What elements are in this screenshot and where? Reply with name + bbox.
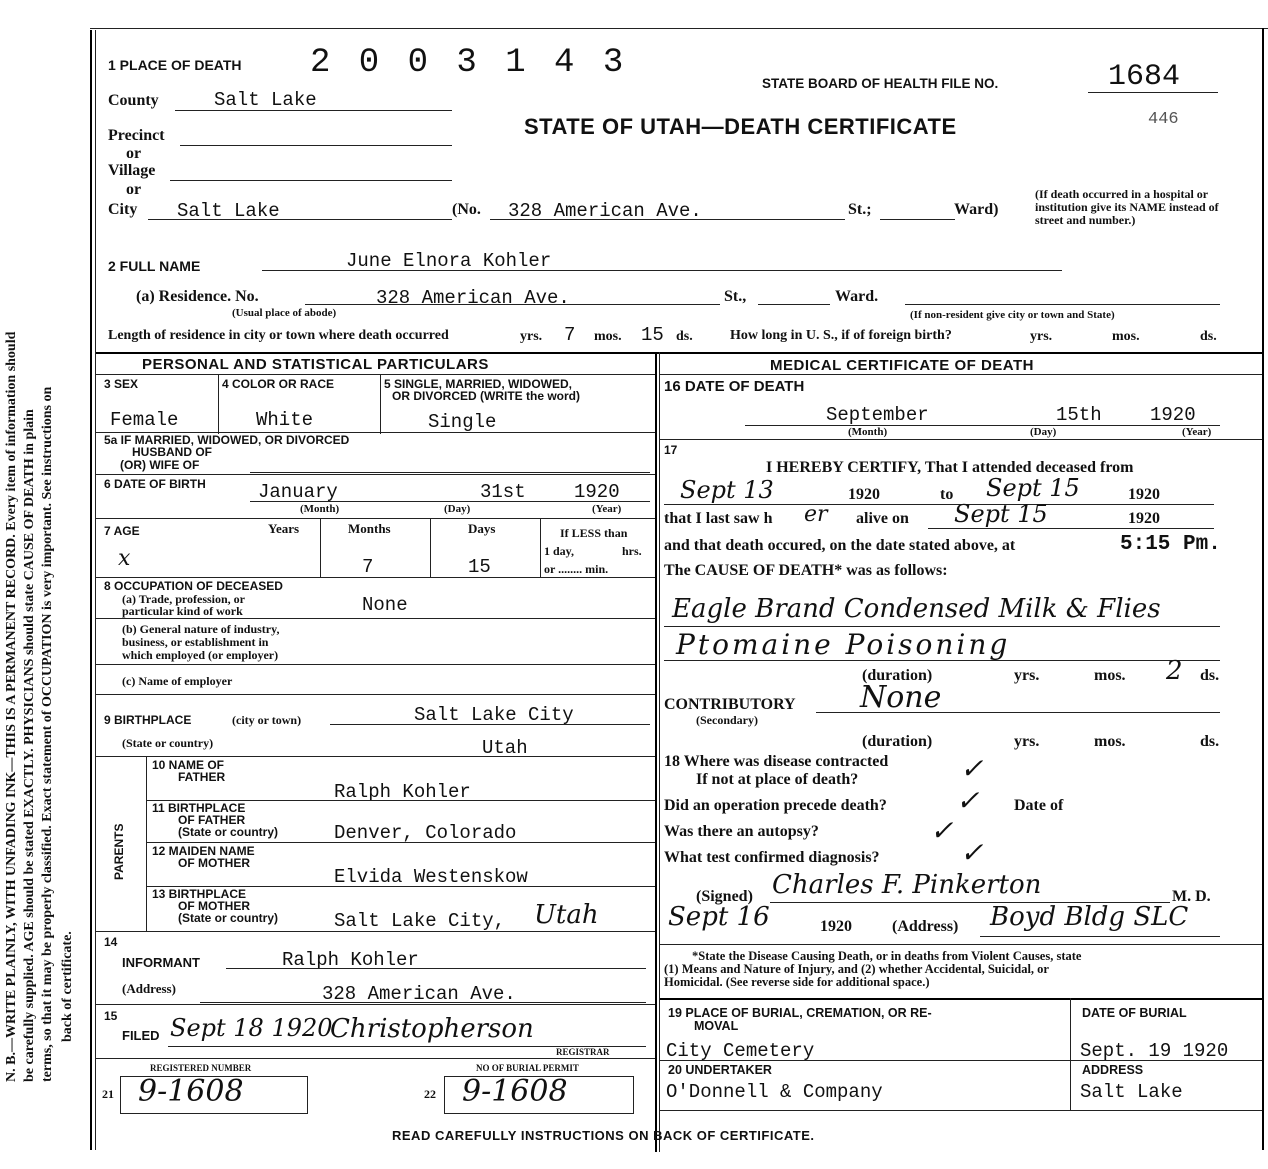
occ-b2: business, or establishment in (122, 635, 269, 649)
cause-rule-1 (664, 626, 1220, 627)
alive-on-year: 1920 (1128, 510, 1160, 527)
row16-line (660, 439, 1262, 440)
row13-line (96, 931, 655, 932)
burial-label-1: 19 PLACE OF BURIAL, CREMATION, OR RE- (668, 1006, 932, 1020)
length-residence-label: Length of residence in city or town where death occurred (108, 328, 449, 343)
file-no-line (1088, 92, 1218, 93)
street-no-label: (No. (452, 201, 481, 218)
color-value: White (256, 409, 314, 431)
father-bp-1: 11 BIRTHPLACE (152, 801, 246, 815)
informant-label: INFORMANT (122, 955, 200, 970)
footnote-2: (1) Means and Nature of Injury, and (2) whether Accidental, Suicidal, or (664, 962, 1049, 976)
attended-from: Sept 13 (680, 476, 774, 504)
duration-yrs-2: yrs. (1014, 733, 1040, 750)
burial-date-label: DATE OF BURIAL (1082, 1006, 1187, 1020)
residence-ward-line (758, 304, 830, 305)
foreign-ds: ds. (1200, 329, 1217, 344)
physician-address: Boyd Bldg SLC (990, 902, 1189, 932)
occ-b1: (b) General nature of industry, (122, 622, 280, 636)
filed-hand: Sept 18 1920 (170, 1014, 333, 1042)
signed-date: Sept 16 (668, 902, 770, 932)
hrs-label: hrs. (622, 544, 642, 558)
age-years-value: x (118, 546, 131, 571)
st-label: St.; (848, 201, 872, 218)
test-check: ✓ (960, 836, 984, 869)
foreign-yrs: yrs. (1030, 329, 1053, 344)
mother-name: Elvida Westenskow (334, 866, 528, 888)
file-no-label: STATE BOARD OF HEALTH FILE NO. (762, 76, 999, 91)
birthplace-label: 9 BIRTHPLACE (104, 713, 192, 727)
reg-prefix: 21 (102, 1087, 114, 1101)
occ-c-line (96, 694, 655, 695)
nonresident-caption: (If non-resident give city or town and State) (910, 309, 1115, 321)
cause-label: The CAUSE OF DEATH* was as follows: (664, 562, 948, 579)
precinct-label: Precinct (108, 127, 165, 144)
street-line (490, 219, 845, 220)
mother-bp-2: OF MOTHER (178, 899, 250, 913)
one-day-label: 1 day, (544, 544, 575, 558)
reg-no-label: REGISTERED NUMBER (150, 1063, 252, 1073)
city-value: Salt Lake (177, 200, 280, 222)
usual-place-caption: (Usual place of abode) (232, 307, 337, 319)
row7-line (96, 577, 655, 578)
signed-label: (Signed) (696, 888, 753, 905)
filed-num: 15 (104, 1009, 118, 1023)
age-div-2 (430, 518, 431, 578)
side-note-line-4: back of certificate. (60, 931, 75, 1042)
permit-value: 9-1608 (462, 1074, 568, 1109)
physician-signature: Charles F. Pinkerton (772, 870, 1042, 900)
hospital-note: (If death occurred in a hospital or institution give its NAME instead of street and number.) (1035, 187, 1219, 227)
county-value: Salt Lake (214, 89, 317, 111)
outer-left-border (90, 30, 92, 1150)
length-yrs-value: 7 (564, 324, 576, 346)
alive-line (928, 528, 1214, 529)
footnote-1: *State the Disease Causing Death, or in deaths from Violent Causes, state (692, 949, 1082, 963)
father-bp-3: (State or country) (178, 825, 279, 839)
section-top-line (96, 352, 1262, 354)
mother-bp-1: 13 BIRTHPLACE (152, 887, 247, 901)
undertaker-address-label: ADDRESS (1082, 1063, 1144, 1077)
alive-on-text: alive on (856, 510, 909, 527)
stamp-number: 2 0 0 3 1 4 3 (310, 44, 628, 82)
permit-label: NO OF BURIAL PERMIT (476, 1063, 579, 1073)
signed-year: 1920 (820, 918, 852, 935)
ward-label: Ward) (954, 201, 999, 218)
personal-heading-line (96, 374, 655, 375)
death-time: 5:15 Pm. (1120, 533, 1221, 556)
father-label-2: FATHER (178, 770, 226, 784)
duration-label-2: (duration) (862, 733, 933, 750)
death-month: September (826, 404, 929, 426)
color-divider (380, 374, 381, 434)
residence-label: (a) Residence. No. (136, 288, 259, 305)
mother-label-2: OF MOTHER (178, 856, 250, 870)
residence-ward: Ward. (835, 288, 879, 305)
length-mos-value: 15 (641, 324, 664, 346)
foreign-label: How long in U. S., if of foreign birth? (730, 328, 952, 343)
death-month-cap: (Month) (848, 426, 888, 438)
undertaker-line (660, 1110, 1262, 1111)
informant-address-line (200, 1002, 646, 1003)
occ-c: (c) Name of employer (122, 674, 233, 688)
father-birthplace: Denver, Colorado (334, 822, 517, 844)
occ-b3: which employed (or employer) (122, 648, 279, 662)
test-text: What test confirmed diagnosis? (664, 849, 880, 866)
occ-a1: (a) Trade, profession, or (122, 592, 245, 606)
duration-yrs-1: yrs. (1014, 667, 1040, 684)
spouse-label-1: 5a IF MARRIED, WIDOWED, OR DIVORCED (104, 433, 350, 447)
burial-divider (1070, 998, 1071, 1110)
marital-value: Single (428, 411, 497, 433)
row5a-line (96, 474, 655, 475)
death-date-line (745, 425, 1220, 426)
death-day-cap: (Day) (1030, 426, 1057, 438)
undertaker-address: Salt Lake (1080, 1081, 1183, 1103)
city-line (148, 219, 452, 220)
attended-from-year: 1920 (848, 486, 880, 503)
residence-st: St., (724, 288, 747, 305)
middle-divider-2 (659, 352, 660, 1152)
contributory-label: CONTRIBUTORY (664, 696, 796, 713)
age-div-1 (320, 518, 321, 578)
to-label: to (940, 486, 954, 503)
informant-address: 328 American Ave. (322, 983, 516, 1005)
dob-year: 1920 (574, 481, 620, 503)
duration-mos-1: mos. (1094, 667, 1126, 684)
certify-text: I HEREBY CERTIFY, That I attended deceased from (766, 459, 1134, 476)
informant-line (226, 968, 646, 969)
row9-line (96, 756, 655, 757)
birthplace-line (330, 724, 650, 725)
city-label: City (108, 201, 138, 218)
undertaker-name: O'Donnell & Company (666, 1081, 883, 1103)
footer-instructions: READ CAREFULLY INSTRUCTIONS ON BACK OF CERTIFICATE. (392, 1128, 815, 1143)
street-value: 328 American Ave. (508, 200, 702, 222)
dob-year-cap: (Year) (592, 503, 622, 515)
operation-text: Did an operation precede death? (664, 797, 887, 814)
right-border (1262, 28, 1264, 1150)
occupation-value: None (362, 594, 408, 616)
q18-check: ✓ (960, 752, 984, 785)
file-number: 1684 (1108, 60, 1181, 94)
length-ds-label: ds. (676, 329, 693, 344)
sex-label: 3 SEX (104, 377, 139, 391)
last-saw-hand: er (804, 502, 828, 527)
date-of-death-label: 16 DATE OF DEATH (664, 378, 805, 395)
mother-bp-3: (State or country) (178, 911, 279, 925)
or-label-1: or (126, 145, 142, 162)
filed-label: FILED (122, 1028, 160, 1043)
physician-address-label: (Address) (892, 918, 959, 935)
age-years-label: Years (268, 521, 300, 536)
ward-line (880, 219, 955, 220)
occ-a-line (96, 618, 655, 619)
sex-divider (218, 374, 219, 434)
father-bp-2: OF FATHER (178, 813, 246, 827)
age-label: 7 AGE (104, 524, 140, 538)
village-line (170, 180, 452, 181)
residence-value: 328 American Ave. (376, 287, 570, 309)
occ-b-line (96, 664, 655, 665)
less-than-label: If LESS than (560, 526, 628, 540)
physician-address-line (980, 936, 1220, 937)
father-label-1: 10 NAME OF (152, 758, 225, 772)
mother-birthplace: Salt Lake City, (334, 910, 506, 932)
father-bp-line (146, 842, 655, 843)
autopsy-text: Was there an autopsy? (664, 823, 819, 840)
mother-label-1: 12 MAIDEN NAME (152, 844, 255, 858)
death-occured-text: and that death occured, on the date stated above, at (664, 537, 1016, 554)
registrar-label: REGISTRAR (556, 1047, 610, 1057)
contributory-value: None (860, 680, 942, 715)
permit-prefix: 22 (424, 1087, 436, 1101)
medical-heading-line (660, 374, 1262, 375)
dob-line (250, 501, 650, 502)
md-label: M. D. (1172, 888, 1211, 905)
alive-on-hand: Sept 15 (954, 500, 1048, 528)
place-of-death-label: 1 PLACE OF DEATH (108, 57, 242, 73)
age-days-value: 15 (468, 556, 491, 578)
cause-line-1: Eagle Brand Condensed Milk & Flies (672, 594, 1161, 624)
village-label: Village (108, 162, 156, 179)
duration-label-1: (duration) (862, 667, 933, 684)
age-days-label: Days (468, 521, 496, 536)
side-note-line-3: terms, so that it may be properly classified. Exact statement of OCCUPATION is very important. See instructions on (40, 386, 55, 1082)
attended-line (664, 504, 1214, 505)
side-note-line-1: N. B.—WRITE PLAINLY, WITH UNFADING INK—THIS IS A PERMANENT RECORD. Every item of information should (4, 331, 19, 1082)
occupation-label: 8 OCCUPATION OF DECEASED (104, 579, 283, 593)
duration-ds-1: ds. (1200, 667, 1220, 684)
length-mos-label: mos. (594, 329, 622, 344)
dob-month-cap: (Month) (300, 503, 340, 515)
q18-line-b: If not at place of death? (696, 771, 859, 788)
item17-num: 17 (664, 443, 678, 457)
informant-address-label: (Address) (122, 981, 176, 996)
burial-date: Sept. 19 1920 (1080, 1040, 1229, 1062)
full-name-line (262, 270, 1062, 271)
undertaker-label: 20 UNDERTAKER (668, 1063, 772, 1077)
attended-to-year: 1920 (1128, 486, 1160, 503)
certificate-title: STATE OF UTAH—DEATH CERTIFICATE (524, 114, 957, 139)
dob-day-cap: (Day) (444, 503, 471, 515)
county-label: County (108, 92, 159, 109)
cause-rule-2 (664, 660, 1220, 661)
parents-divider (146, 756, 147, 931)
father-name: Ralph Kohler (334, 781, 471, 803)
middle-divider (655, 352, 657, 1152)
spouse-line (250, 472, 650, 473)
operation-check: ✓ (956, 784, 980, 817)
signed-line (660, 944, 1262, 945)
spouse-label-2: HUSBAND OF (132, 445, 212, 459)
age-months-label: Months (348, 521, 391, 536)
burial-place: City Cemetery (666, 1040, 815, 1062)
residence-line (305, 304, 720, 305)
full-name-label: 2 FULL NAME (108, 258, 201, 274)
or-min-label: or ........ min. (544, 562, 609, 576)
birthplace-city: Salt Lake City (414, 704, 574, 726)
burial-line (660, 1060, 1262, 1061)
age-div-3 (540, 518, 541, 578)
cause-line-2: Ptomaine Poisoning (676, 628, 1011, 661)
precinct-line (180, 145, 452, 146)
age-months-value: 7 (362, 556, 374, 578)
dob-day: 31st (480, 481, 526, 503)
marital-label: 5 SINGLE, MARRIED, WIDOWED, (384, 377, 573, 391)
contributory-line (816, 712, 1220, 713)
row15-line (96, 1058, 655, 1059)
length-yrs-label: yrs. (520, 329, 543, 344)
death-day: 15th (1056, 404, 1102, 426)
row6-line (96, 518, 655, 519)
registrar-hand: Christopherson (330, 1014, 534, 1044)
side-note-line-2: be carefully supplied. AGE should be stated EXACTLY. PHYSICIANS should state CAUSE OF DEATH in plain (22, 409, 37, 1082)
foreign-mos: mos. (1112, 329, 1140, 344)
death-year: 1920 (1150, 404, 1196, 426)
secondary-caption: (Secondary) (696, 713, 758, 727)
reg-no-value: 9-1608 (138, 1074, 244, 1109)
birthplace-state: Utah (482, 737, 528, 759)
sex-value: Female (110, 409, 179, 431)
parents-label: PARENTS (112, 823, 126, 880)
or-label-2: or (126, 181, 142, 198)
marital-label-2: OR DIVORCED (WRITE the word) (392, 389, 580, 403)
last-saw-text: that I last saw h (664, 510, 773, 527)
extra-number: 446 (1148, 110, 1179, 129)
row14-line (96, 1004, 655, 1005)
state-country-caption: (State or country) (122, 736, 214, 750)
burial-label-2: MOVAL (694, 1019, 739, 1033)
medical-heading: MEDICAL CERTIFICATE OF DEATH (770, 357, 1034, 374)
autopsy-check: ✓ (930, 814, 954, 847)
city-or-town-caption: (city or town) (232, 713, 302, 727)
dob-label: 6 DATE OF BIRTH (104, 477, 206, 491)
footnote-3: Homicidal. (See reverse side for additional space.) (664, 975, 930, 989)
outer-left-border-2 (95, 30, 96, 1150)
date-of-text: Date of (1014, 797, 1064, 814)
county-line (175, 110, 452, 111)
informant-num: 14 (104, 935, 118, 949)
death-year-cap: (Year) (1182, 426, 1212, 438)
duration-ds-2: ds. (1200, 733, 1220, 750)
top-border (90, 28, 1268, 29)
burial-top-line (660, 998, 1262, 1000)
attended-to: Sept 15 (986, 474, 1080, 502)
spouse-label-3: (OR) WIFE OF (120, 458, 200, 472)
personal-heading: PERSONAL AND STATISTICAL PARTICULARS (142, 356, 489, 373)
color-label: 4 COLOR OR RACE (222, 377, 335, 391)
informant-name: Ralph Kohler (282, 949, 419, 971)
nonresident-line (905, 304, 1220, 305)
q18-line-a: 18 Where was disease contracted (664, 753, 889, 770)
full-name-value: June Elnora Kohler (346, 250, 552, 272)
occ-a2: particular kind of work (122, 604, 243, 618)
dob-month: January (258, 481, 338, 503)
duration-mos-2: mos. (1094, 733, 1126, 750)
mother-birthplace-hand: Utah (534, 900, 599, 930)
duration-ds-value: 2 (1166, 656, 1183, 686)
